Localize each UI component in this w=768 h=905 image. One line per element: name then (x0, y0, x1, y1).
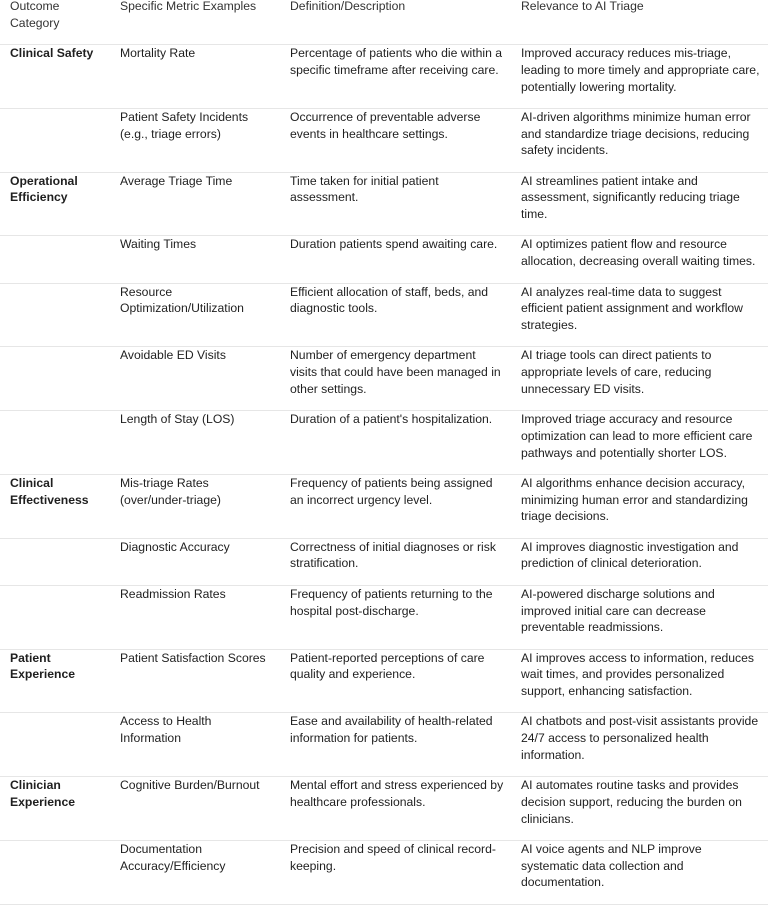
table-header-row (0, 0, 768, 45)
cell-definition: Duration patients spend awaiting care. (290, 237, 498, 252)
cell-metric: Mis-triage Rates (over/under-triage) (120, 475, 221, 507)
table-row (0, 585, 768, 649)
cell-metric: Cognitive Burden/Burnout (120, 778, 260, 793)
cell-metric: Waiting Times (120, 237, 197, 252)
table-row (0, 649, 768, 713)
cell-relevance: AI analyzes real-time data to suggest efficient patient assignment and workflow strategies. (521, 284, 743, 332)
cell-relevance: Improved triage accuracy and resource optimization can lead to more efficient care pathways and potentially shorter LOS. (521, 412, 753, 460)
cell-category (0, 283, 110, 347)
cell-metric: Patient Satisfaction Scores (120, 650, 266, 665)
header-relevance: Relevance to AI Triage (521, 0, 644, 13)
table-row (0, 411, 768, 475)
cell-relevance: AI improves access to information, reduces wait times, and provides personalized support, enhancing satisfaction. (521, 650, 755, 699)
cell-category (0, 713, 110, 777)
cell-definition: Patient-reported perceptions of care quality and experience. (290, 650, 485, 682)
cell-definition: Correctness of initial diagnoses or risk stratification. (290, 539, 496, 571)
cell-definition: Precision and speed of clinical record-keeping. (290, 842, 496, 873)
header-outcome-category: Outcome Category (10, 0, 60, 30)
cell-category (0, 347, 110, 411)
cell-definition: Frequency of patients being assigned an incorrect urgency level. (290, 475, 493, 507)
cell-metric: Average Triage Time (120, 173, 233, 188)
header-metric-examples: Specific Metric Examples (120, 0, 257, 13)
cell-category: Clinical Effectiveness (10, 475, 89, 507)
cell-relevance: AI triage tools can direct patients to appropriate levels of care, reducing unnecessary ED visits. (521, 348, 712, 396)
cell-category: Clinical Safety (10, 46, 94, 61)
cell-relevance: AI voice agents and NLP improve systematic data collection and documentation. (521, 842, 702, 890)
cell-category (0, 841, 110, 905)
cell-metric: Patient Safety Incidents (e.g., triage errors) (120, 109, 249, 141)
table-row (0, 172, 768, 236)
cell-category: Operational Efficiency (10, 173, 78, 205)
cell-metric: Resource Optimization/Utilization (120, 284, 244, 316)
cell-category (0, 585, 110, 649)
table-row (0, 45, 768, 109)
table-row (0, 713, 768, 777)
cell-metric: Avoidable ED Visits (120, 348, 226, 363)
table-body (0, 45, 768, 905)
cell-category (0, 108, 110, 172)
cell-metric: Length of Stay (LOS) (120, 412, 235, 427)
cell-definition: Ease and availability of health-related information for patients. (290, 714, 493, 746)
cell-relevance: AI-driven algorithms minimize human error and standardize triage decisions, reducing safety incidents. (521, 109, 751, 158)
cell-relevance: AI improves diagnostic investigation and prediction of clinical deterioration. (521, 539, 739, 571)
table-row (0, 283, 768, 347)
table-row (0, 538, 768, 585)
cell-definition: Efficient allocation of staff, beds, and diagnostic tools. (290, 284, 489, 316)
table-row (0, 347, 768, 411)
table-row (0, 777, 768, 841)
cell-definition: Frequency of patients returning to the hospital post-discharge. (290, 586, 493, 618)
cell-category (0, 236, 110, 283)
table-row (0, 474, 768, 538)
cell-metric: Access to Health Information (120, 714, 212, 746)
cell-relevance: AI automates routine tasks and provides decision support, reducing the burden on clinicians. (521, 778, 742, 826)
cell-category (0, 411, 110, 475)
cell-relevance: AI streamlines patient intake and assessment, significantly reducing triage time. (521, 173, 740, 222)
cell-relevance: AI algorithms enhance decision accuracy, minimizing human error and standardizing triage decisions. (521, 475, 748, 524)
cell-category: Clinician Experience (10, 778, 76, 809)
cell-relevance: AI chatbots and post-visit assistants provide 24/7 access to personalized health information. (521, 714, 759, 762)
cell-definition: Time taken for initial patient assessment. (290, 173, 439, 205)
cell-definition: Duration of a patient's hospitalization. (290, 412, 493, 427)
table-row (0, 236, 768, 283)
table-row (0, 841, 768, 905)
cell-metric: Mortality Rate (120, 46, 196, 61)
cell-definition: Mental effort and stress experienced by healthcare professionals. (290, 778, 504, 809)
cell-category (0, 538, 110, 585)
cell-metric: Diagnostic Accuracy (120, 539, 230, 554)
cell-definition: Occurrence of preventable adverse events in healthcare settings. (290, 109, 481, 141)
cell-relevance: AI-powered discharge solutions and improved initial care can decrease preventable readmissions. (521, 586, 715, 635)
cell-category: Patient Experience (10, 650, 76, 682)
header-definition: Definition/Description (290, 0, 406, 13)
cell-definition: Percentage of patients who die within a specific timeframe after receiving care. (290, 46, 503, 77)
cell-definition: Number of emergency department visits that could have been managed in other settings. (290, 348, 501, 396)
cell-metric: Documentation Accuracy/Efficiency (120, 842, 226, 873)
table-row (0, 108, 768, 172)
cell-metric: Readmission Rates (120, 586, 226, 601)
cell-relevance: Improved accuracy reduces mis-triage, leading to more timely and appropriate care, potentially lowering mortality. (521, 46, 760, 94)
cell-relevance: AI optimizes patient flow and resource allocation, decreasing overall waiting times. (521, 237, 756, 269)
